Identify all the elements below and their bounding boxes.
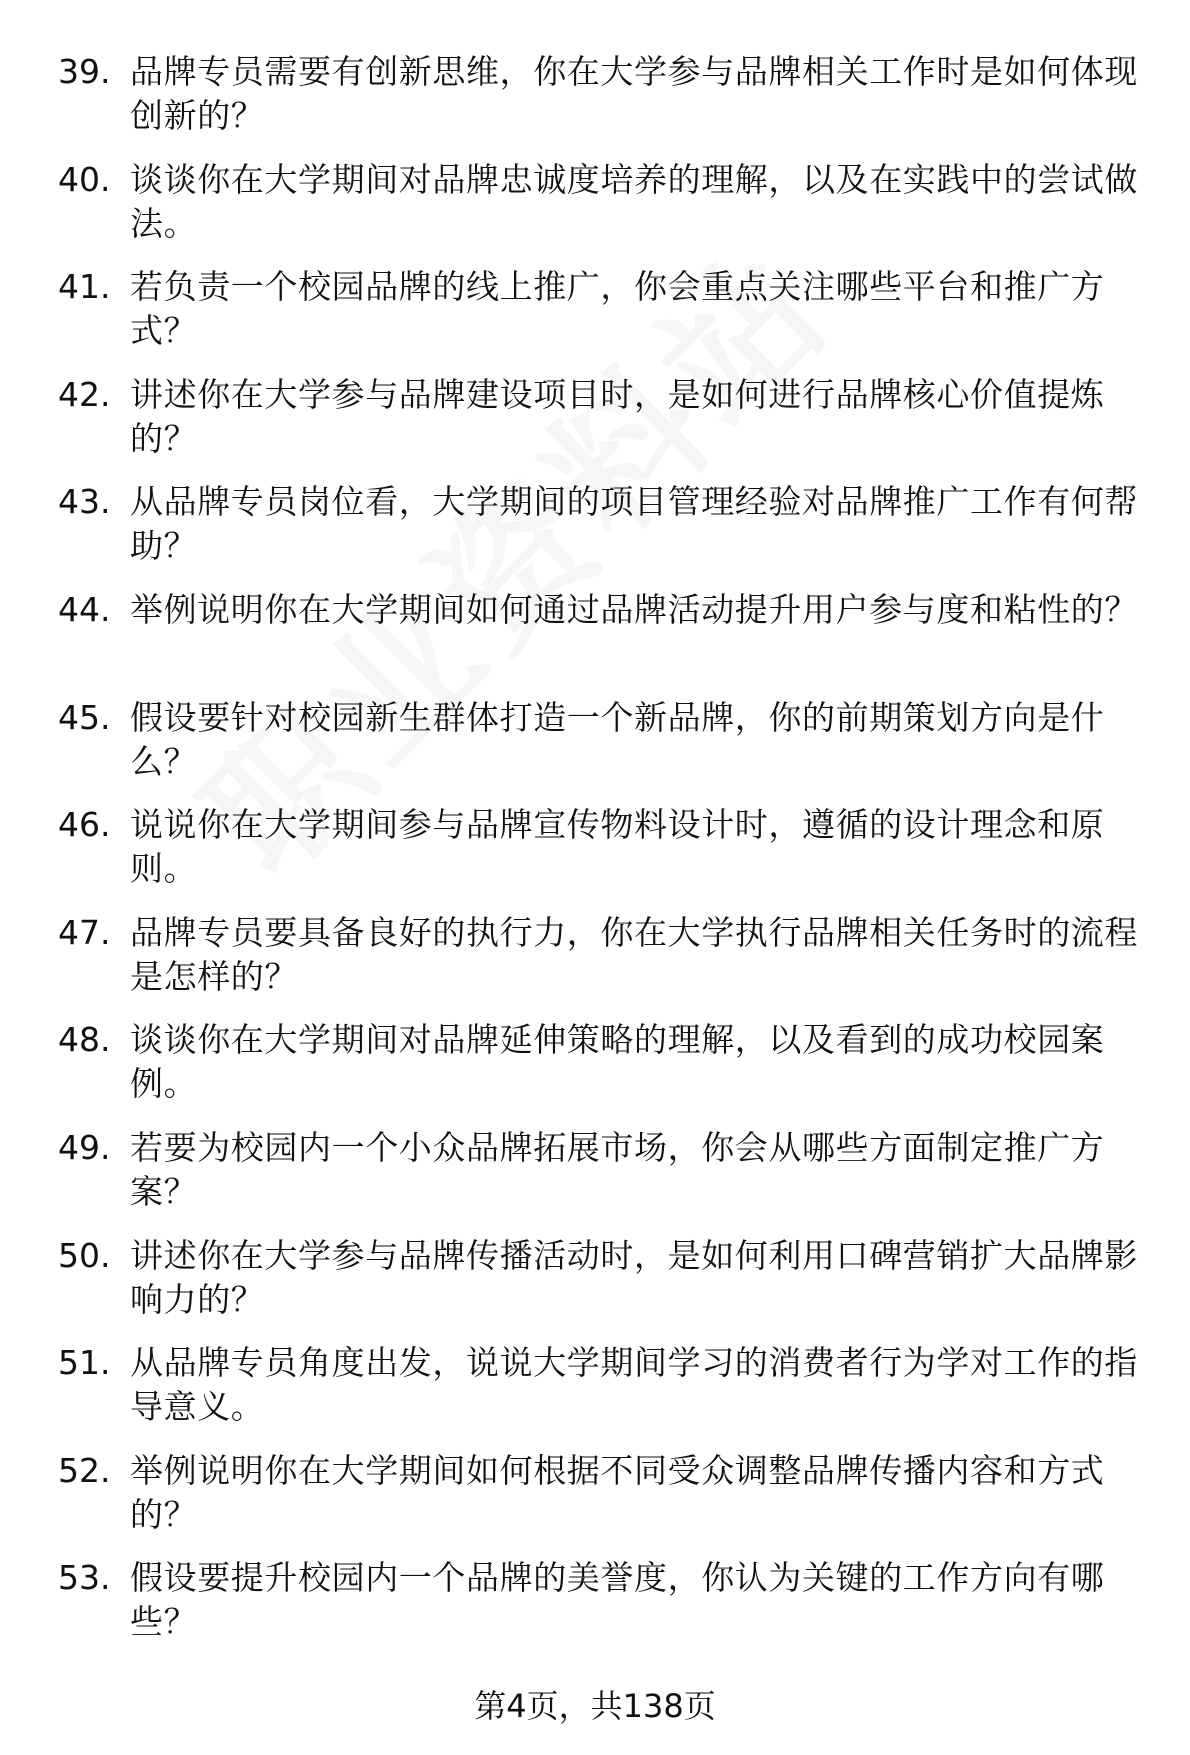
- question-text: 谈谈你在大学期间对品牌延伸策略的理解，以及看到的成功校园案例。: [130, 1020, 1105, 1104]
- question-item: [0, 50, 1190, 158]
- question-list: [0, 50, 1190, 1664]
- question-number: 39.: [58, 52, 111, 91]
- question-item: [0, 1126, 1190, 1234]
- question-number: 42.: [58, 374, 111, 414]
- question-text: 若要为校园内一个小众品牌拓展市场，你会从哪些方面制定推广方案？: [130, 1127, 1105, 1211]
- question-item: [0, 373, 1190, 481]
- question-item: [0, 265, 1190, 373]
- question-number: 52.: [58, 1450, 111, 1490]
- question-number: 48.: [58, 1020, 111, 1060]
- question-number: 53.: [58, 1558, 111, 1598]
- question-text: 品牌专员需要有创新思维，你在大学参与品牌相关工作时是如何体现创新的？: [130, 52, 1138, 135]
- question-item: [0, 158, 1190, 266]
- question-text: 谈谈你在大学期间对品牌忠诚度培养的理解，以及在实践中的尝试做法。: [130, 159, 1138, 243]
- question-number: 50.: [58, 1235, 111, 1275]
- question-text: 说说你在大学期间参与品牌宣传物料设计时，遵循的设计理念和原则。: [130, 805, 1105, 889]
- question-item: [0, 803, 1190, 911]
- question-number: 49.: [58, 1127, 111, 1167]
- question-item: [0, 1341, 1190, 1449]
- question-number: 46.: [58, 805, 111, 845]
- question-text: 若负责一个校园品牌的线上推广，你会重点关注哪些平台和推广方式？: [130, 267, 1105, 351]
- question-item: [0, 696, 1190, 804]
- question-number: 40.: [58, 159, 111, 199]
- question-text: 举例说明你在大学期间如何根据不同受众调整品牌传播内容和方式的？: [130, 1450, 1105, 1534]
- question-number: 44.: [58, 589, 111, 629]
- question-item: [0, 1556, 1190, 1664]
- question-text: 假设要针对校园新生群体打造一个新品牌，你的前期策划方向是什么？: [130, 697, 1105, 781]
- question-number: 43.: [58, 482, 111, 522]
- question-item: [0, 1234, 1190, 1342]
- question-number: 45.: [58, 697, 111, 737]
- question-text: 讲述你在大学参与品牌传播活动时，是如何利用口碑营销扩大品牌影响力的？: [130, 1235, 1138, 1319]
- question-text: 品牌专员要具备良好的执行力，你在大学执行品牌相关任务时的流程是怎样的？: [130, 912, 1138, 996]
- question-text: 从品牌专员岗位看，大学期间的项目管理经验对品牌推广工作有何帮助？: [130, 482, 1138, 566]
- question-text: 假设要提升校园内一个品牌的美誉度，你认为关键的工作方向有哪些？: [130, 1558, 1105, 1642]
- question-text: 讲述你在大学参与品牌建设项目时，是如何进行品牌核心价值提炼的？: [130, 374, 1105, 458]
- question-text: 举例说明你在大学期间如何通过品牌活动提升用户参与度和粘性的？: [130, 589, 1138, 629]
- question-number: 47.: [58, 912, 111, 952]
- question-item: [0, 1449, 1190, 1557]
- question-item: [0, 588, 1190, 696]
- question-item: [0, 1018, 1190, 1126]
- question-item: [0, 911, 1190, 1019]
- question-number: 51.: [58, 1343, 111, 1383]
- page-footer: 第4页，共138页: [474, 1687, 716, 1725]
- question-number: 41.: [58, 267, 111, 307]
- question-text: 从品牌专员角度出发，说说大学期间学习的消费者行为学对工作的指导意义。: [130, 1343, 1138, 1427]
- question-item: [0, 480, 1190, 588]
